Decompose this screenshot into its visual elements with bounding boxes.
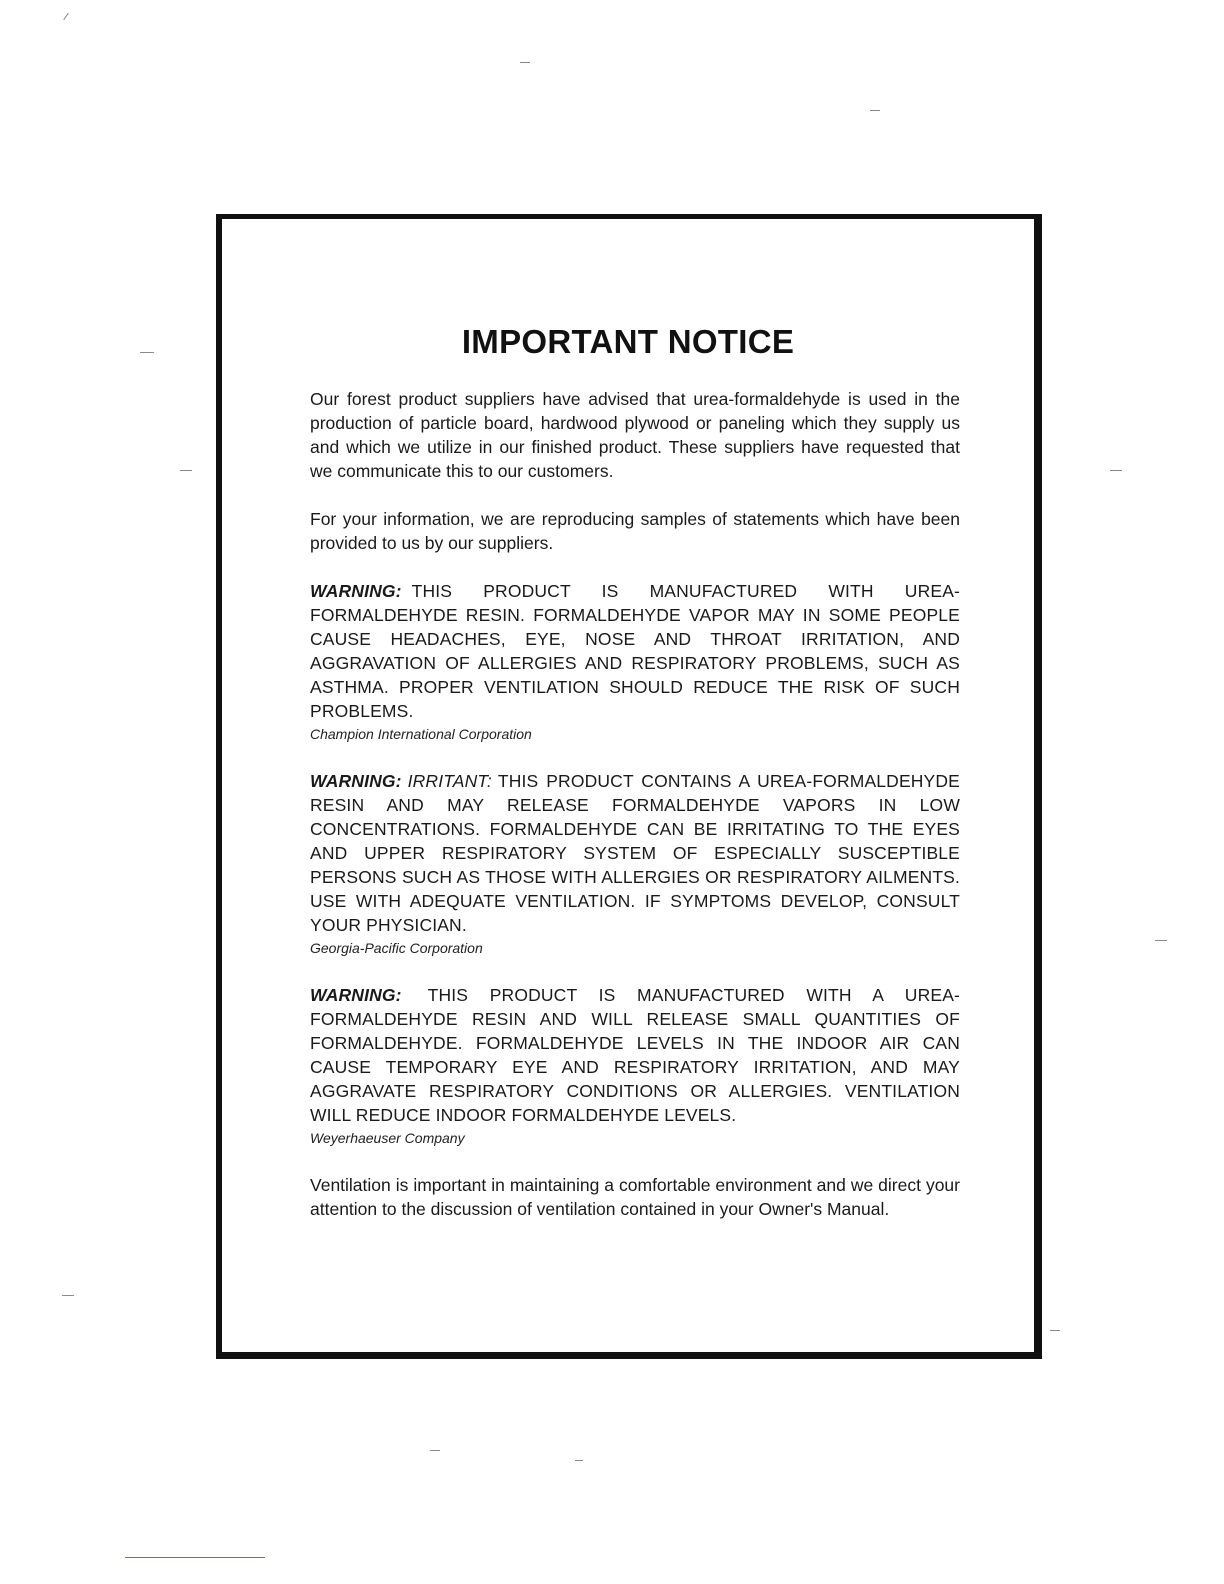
scan-speck [1050, 1330, 1060, 1331]
warning-source: Weyerhaeuser Company [310, 1130, 465, 1146]
warning-text: THIS PRODUCT IS MANUFACTURED WITH A UREA-FORMALDEHYDE RESIN AND WILL RELEASE SMALL QUANTITIES OF FORMALDEHYDE. FORMALDEHYDE LEVELS IN THE INDOOR AIR CAN CAUSE TEMPORARY EYE AND RESPIRATORY IRRITATION, AND MAY AGGRAVATE RESPIRATORY CONDITIONS OR ALLERGIES. VENTILATION WILL REDUCE INDOOR FORMALDEHYDE LEVELS. [310, 985, 960, 1125]
scan-speck [520, 62, 530, 63]
footer-rule [125, 1557, 265, 1558]
irritant-label: IRRITANT: [407, 771, 492, 791]
warning-statement [310, 579, 960, 723]
notice-title: IMPORTANT NOTICE [461, 323, 795, 360]
warning-label: WARNING: [310, 581, 402, 601]
warning-source: Georgia-Pacific Corporation [310, 940, 483, 956]
scan-speck [180, 470, 192, 471]
intro-paragraph: For your information, we are reproducing samples of statements which have been provided to us by our suppliers. [310, 509, 960, 553]
closing-paragraph: Ventilation is important in maintaining a comfortable environment and we direct your attention to the discussion of ventilation contained in your Owner's Manual. [310, 1175, 960, 1219]
warning-statement [310, 769, 960, 937]
scan-speck [575, 1460, 583, 1461]
warning-block-weyerhaeuser [310, 983, 960, 1149]
notice-box [216, 214, 1042, 1359]
scan-speck [430, 1450, 440, 1451]
warning-label: WARNING: [310, 771, 402, 791]
warning-text: THIS PRODUCT CONTAINS A UREA-FORMALDEHYDE RESIN AND MAY RELEASE FORMALDEHYDE VAPORS IN LOW CONCENTRATIONS. FORMALDEHYDE CAN BE IRRITATING TO THE EYES AND UPPER RESPIRATORY SYSTEM OF ESPECIALLY SUSCEPTIBLE PERSONS SUCH AS THOSE WITH ALLERGIES OR RESPIRATORY AILMENTS. USE WITH ADEQUATE VENTILATION. IF SYMPTOMS DEVELOP, CONSULT YOUR PHYSICIAN. [310, 771, 960, 935]
warning-statement [310, 983, 960, 1127]
warning-block-georgia-pacific [310, 769, 960, 959]
scan-speck [870, 110, 880, 111]
scan-speck [62, 1295, 74, 1296]
scan-speck [1155, 940, 1167, 941]
warning-label: WARNING: [310, 985, 402, 1005]
scan-speck [140, 352, 154, 353]
scan-speck [63, 13, 68, 20]
warning-block-champion [310, 579, 960, 745]
notice-content [310, 387, 960, 1221]
warning-text: THIS PRODUCT IS MANUFACTURED WITH UREA-FORMALDEHYDE RESIN. FORMALDEHYDE VAPOR MAY IN SOME PEOPLE CAUSE HEADACHES, EYE, NOSE AND THROAT IRRITATION, AND AGGRAVATION OF ALLERGIES AND RESPIRATORY PROBLEMS, SUCH AS ASTHMA. PROPER VENTILATION SHOULD REDUCE THE RISK OF SUCH PROBLEMS. [310, 581, 960, 721]
scan-speck [1110, 470, 1122, 471]
warning-source: Champion International Corporation [310, 726, 532, 742]
intro-paragraph: Our forest product suppliers have advised that urea-formaldehyde is used in the production of particle board, hardwood plywood or paneling which they supply us and which we utilize in our finished product. These suppliers have requested that we communicate this to our customers. [310, 389, 960, 481]
